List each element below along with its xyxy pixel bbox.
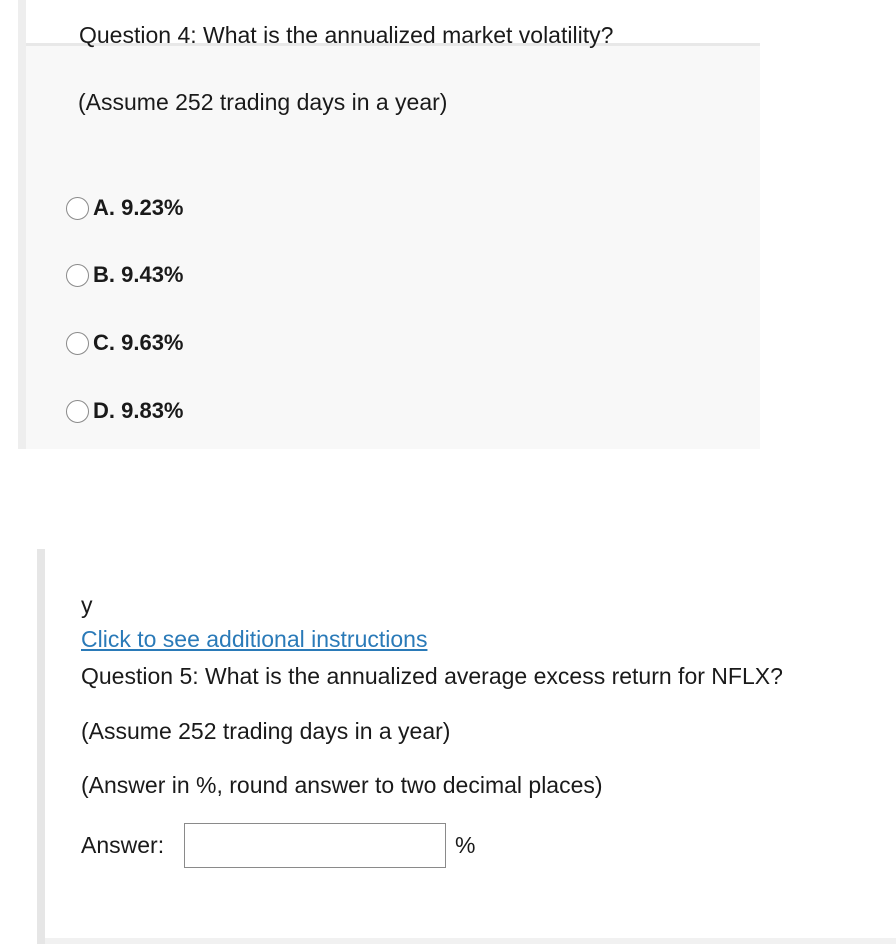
question-5-panel: [37, 549, 896, 944]
option-c-radio[interactable]: [66, 332, 89, 355]
percent-unit: %: [455, 832, 476, 858]
question-5-title: Question 5: What is the annualized average excess return for NFLX?: [81, 663, 783, 689]
option-a-radio[interactable]: [66, 197, 89, 220]
answer-label: Answer:: [81, 832, 165, 858]
option-c[interactable]: [66, 329, 184, 357]
option-d-radio[interactable]: [66, 400, 89, 423]
question-4-title: Question 4: What is the annualized market volatility?: [79, 22, 614, 48]
option-c-label: C. 9.63%: [93, 330, 184, 355]
option-d-label: D. 9.83%: [93, 398, 184, 423]
option-b-label: B. 9.43%: [93, 262, 184, 287]
question-5-assumption: (Assume 252 trading days in a year): [81, 718, 451, 744]
stray-text: y: [81, 592, 93, 618]
additional-instructions-link[interactable]: Click to see additional instructions: [81, 626, 428, 652]
option-b-radio[interactable]: [66, 264, 89, 287]
question-4-assumption: (Assume 252 trading days in a year): [78, 89, 448, 115]
option-b[interactable]: [66, 261, 184, 289]
answer-input[interactable]: [184, 823, 446, 868]
option-a[interactable]: [66, 194, 184, 222]
question-5-rounding-note: (Answer in %, round answer to two decimal places): [81, 772, 603, 798]
option-a-label: A. 9.23%: [93, 195, 184, 220]
question-4-panel: [18, 0, 760, 449]
panel-bottom-border: [45, 938, 896, 944]
option-d[interactable]: [66, 397, 184, 425]
